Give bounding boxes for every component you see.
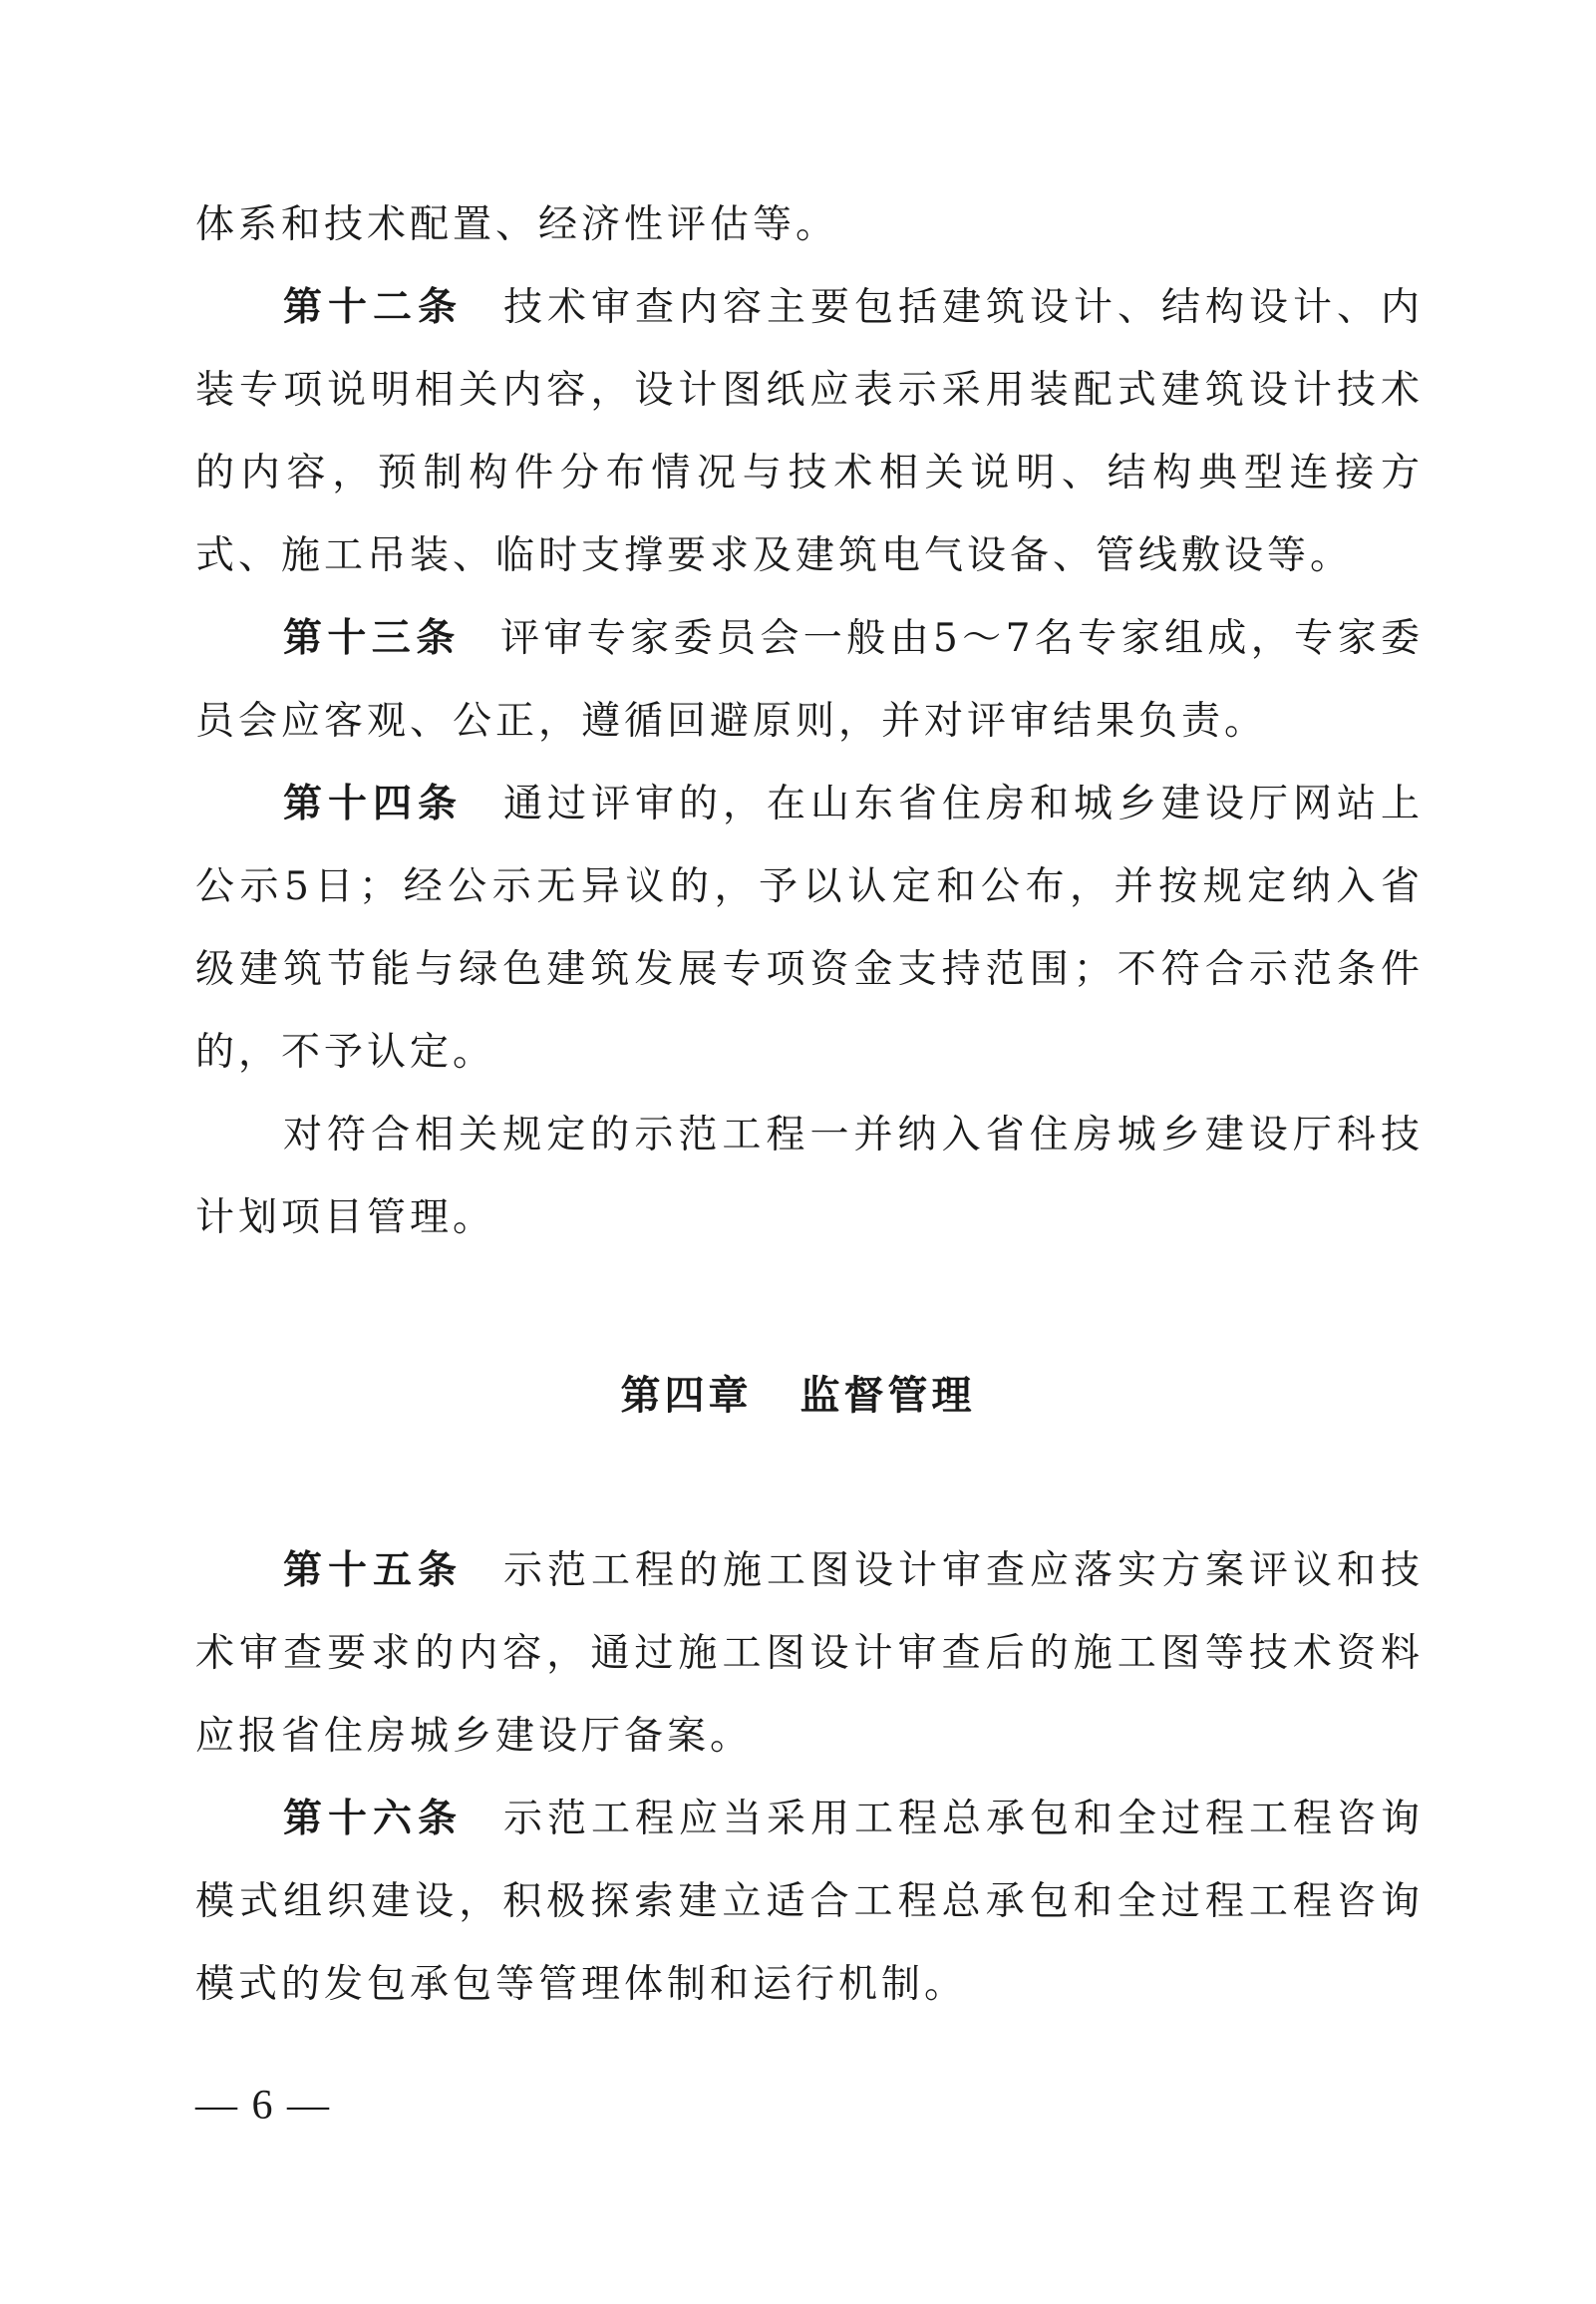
chapter-heading	[0, 1366, 1596, 1426]
article-13-number: 第十三条	[283, 616, 461, 661]
article-15-text: 示范工程的施工图设计审查应落实方案评议和技术审查要求的内容，通过施工图设计审查后的施工图等技术资料应报省住房城乡建设厅备案。	[195, 1548, 1424, 1759]
text-block-lower	[195, 1529, 1424, 2026]
chapter-title: 监督管理	[799, 1373, 976, 1419]
article-16-text: 示范工程应当采用工程总承包和全过程工程咨询模式组织建设，积极探索建立适合工程总承包和全过程工程咨询模式的发包承包等管理体制和运行机制。	[195, 1797, 1424, 2007]
page-number: — 6 —	[195, 2083, 331, 2129]
article-16-number: 第十六条	[283, 1797, 463, 1841]
article-12	[195, 266, 1424, 597]
paragraph-continuation: 体系和技术配置、经济性评估等。	[195, 202, 839, 247]
text-block-upper	[195, 183, 1424, 1259]
chapter-number: 第四章	[620, 1373, 753, 1419]
article-13	[195, 597, 1424, 763]
paragraph-tech-plan: 对符合相关规定的示范工程一并纳入省住房城乡建设厅科技计划项目管理。	[195, 1113, 1424, 1240]
article-15	[195, 1529, 1424, 1778]
article-14-text: 通过评审的，在山东省住房和城乡建设厅网站上公示5日；经公示无异议的，予以认定和公布，并按规定纳入省级建筑节能与绿色建筑发展专项资金支持范围；不符合示范条件的，不予认定。	[195, 782, 1424, 1075]
article-14	[195, 763, 1424, 1094]
article-16	[195, 1778, 1424, 2026]
article-15-number: 第十五条	[283, 1548, 463, 1593]
article-14-number: 第十四条	[283, 782, 463, 826]
article-13-text: 评审专家委员会一般由5～7名专家组成，专家委员会应客观、公正，遵循回避原则，并对评审结果负责。	[195, 616, 1424, 744]
article-12-text: 技术审查内容主要包括建筑设计、结构设计、内装专项说明相关内容，设计图纸应表示采用装配式建筑设计技术的内容，预制构件分布情况与技术相关说明、结构典型连接方式、施工吊装、临时支撑要求及建筑电气设备、管线敷设等。	[195, 285, 1424, 578]
article-12-number: 第十二条	[283, 285, 463, 330]
